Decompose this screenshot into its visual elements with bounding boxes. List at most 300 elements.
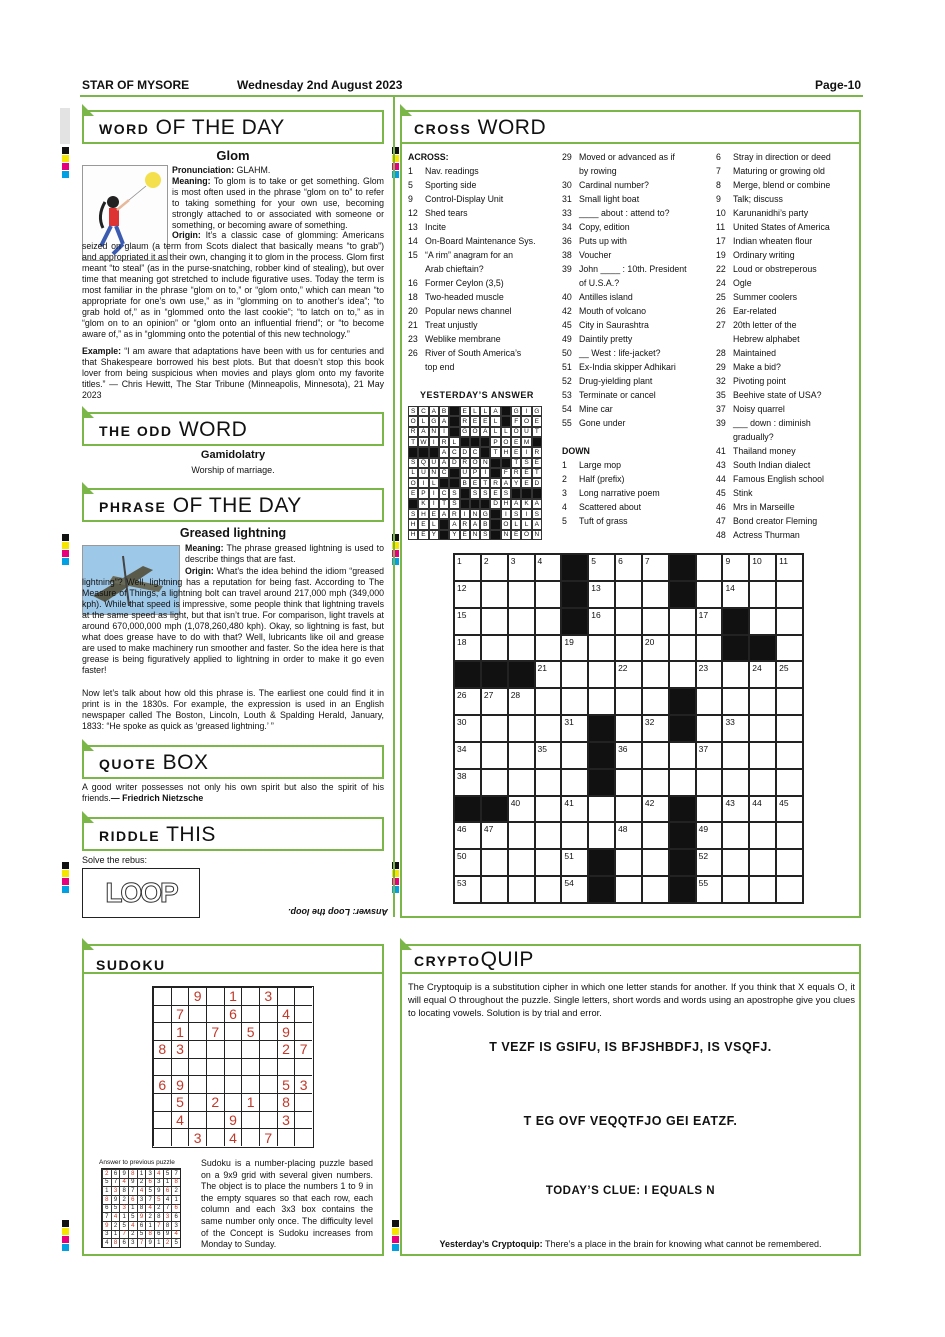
clue [408,164,558,178]
corner-flag [82,938,94,950]
sudoku-cell[interactable]: 3 [277,1111,295,1129]
crossword-cell[interactable]: 50 [454,849,481,876]
crossword-cell[interactable] [508,769,535,796]
clue [716,472,861,486]
crossword-cell[interactable]: 30 [454,715,481,742]
clue [716,318,861,332]
crossword-cell[interactable] [481,742,508,769]
sudoku-cell[interactable] [259,1058,277,1076]
crossword-cell[interactable]: 24 [749,661,776,688]
answer-cell: S [408,406,418,416]
crossword-cell[interactable]: 37 [696,742,723,769]
clue [562,458,712,472]
crossword-cell[interactable] [615,849,642,876]
crossword-cell[interactable] [615,608,642,635]
clue-text: Drug-yielding plant [579,376,653,386]
sudoku-cell[interactable] [259,1111,277,1129]
crossword-cell[interactable] [776,635,803,662]
crossword-cell[interactable] [535,822,562,849]
sudoku-cell[interactable] [259,1005,277,1023]
crossword-cell[interactable]: 7 [642,554,669,581]
sudoku-cell[interactable] [188,1058,206,1076]
crossword-cell[interactable]: 45 [776,796,803,823]
crossword-cell[interactable] [669,769,696,796]
crossword-cell[interactable]: 25 [776,661,803,688]
sudoku-cell[interactable]: 2 [277,1040,295,1058]
sudoku-cell[interactable] [153,1111,171,1129]
crossword-cell[interactable] [696,554,723,581]
sudoku-cell[interactable]: 3 [294,1075,312,1093]
crossword-cell[interactable]: 11 [776,554,803,581]
crossword-cell[interactable] [615,688,642,715]
crossword-cell[interactable] [535,769,562,796]
sudoku-cell[interactable]: 7 [171,1005,189,1023]
crossword-cell[interactable]: 49 [696,822,723,849]
sudoku-cell[interactable] [241,1058,259,1076]
crossword-cell[interactable] [749,608,776,635]
crossword-cell[interactable]: 14 [722,581,749,608]
crossword-cell[interactable]: 2 [481,554,508,581]
across-clues-2 [562,150,712,528]
clue [562,262,712,276]
crossword-cell[interactable] [481,715,508,742]
crossword-cell[interactable]: 16 [588,608,615,635]
sudoku-cell[interactable] [171,1128,189,1146]
crossword-cell[interactable] [776,715,803,742]
sudoku-cell[interactable] [294,1058,312,1076]
prev-sudoku-cell: 9 [137,1212,146,1221]
prev-sudoku-cell: 9 [145,1238,154,1247]
answer-cell: A [511,499,521,509]
black-square [490,458,500,468]
sudoku-cell[interactable] [224,1093,242,1111]
crossword-cell[interactable] [508,635,535,662]
clue-text: Ear-related [733,306,777,316]
registration-mark [62,558,69,565]
crossword-cell[interactable] [481,769,508,796]
crossword-cell[interactable] [615,876,642,903]
crossword-cell[interactable]: 19 [561,635,588,662]
sudoku-cell[interactable] [188,1022,206,1040]
answer-cell: S [470,488,480,498]
crossword-cell[interactable] [508,822,535,849]
sudoku-cell[interactable] [224,1058,242,1076]
crossword-cell[interactable] [561,661,588,688]
crossword-cell[interactable]: 41 [561,796,588,823]
crossword-cell[interactable]: 20 [642,635,669,662]
clue [562,388,712,402]
registration-mark [62,147,69,154]
crossword-cell[interactable] [615,715,642,742]
sudoku-cell[interactable]: 4 [277,1005,295,1023]
sudoku-cell[interactable] [224,1075,242,1093]
crossword-cell[interactable] [535,715,562,742]
crossword-cell[interactable] [749,822,776,849]
crossword-cell[interactable] [776,742,803,769]
crossword-cell[interactable] [669,742,696,769]
crossword-cell[interactable] [642,661,669,688]
corner-flag [400,104,412,116]
crossword-cell[interactable]: 13 [588,581,615,608]
crossword-cell[interactable] [749,769,776,796]
crossword-cell[interactable]: 33 [722,715,749,742]
crossword-cell[interactable] [776,849,803,876]
crossword-cell[interactable] [642,849,669,876]
crossword-cell[interactable] [508,715,535,742]
crossword-cell[interactable] [722,876,749,903]
crossword-cell[interactable]: 10 [749,554,776,581]
word-of-day-body-top: Pronunciation: GLAHM. Meaning: To glom is to take or get something. Glom is most often used in the phrase “glom on to” to refer to taking something for your own use, becoming strongly attached to or associated with someone or something, or becoming aware of something. [172,165,384,230]
crossword-cell[interactable] [776,688,803,715]
answer-cell: R [532,447,542,457]
registration-mark [392,1236,399,1243]
sudoku-cell[interactable] [277,1058,295,1076]
clue-number: 24 [716,278,726,288]
crossword-cell[interactable]: 40 [508,796,535,823]
crossword-cell[interactable] [642,742,669,769]
crossword-cell[interactable]: 27 [481,688,508,715]
crossword-cell[interactable] [508,742,535,769]
sudoku-cell[interactable] [171,987,189,1005]
crossword-cell[interactable]: 3 [508,554,535,581]
prev-sudoku-cell: 4 [145,1204,154,1213]
sudoku-cell[interactable] [153,1058,171,1076]
crossword-cell[interactable]: 54 [561,876,588,903]
crossword-cell[interactable] [642,608,669,635]
sudoku-cell[interactable] [153,1093,171,1111]
sudoku-cell[interactable] [259,1093,277,1111]
crossword-cell[interactable] [535,688,562,715]
crossword-cell[interactable]: 12 [454,581,481,608]
crossword-cell[interactable] [615,635,642,662]
crossword-cell[interactable] [535,635,562,662]
crossword-cell[interactable]: 34 [454,742,481,769]
crossword-cell[interactable] [535,796,562,823]
sudoku-cell[interactable]: 2 [206,1093,224,1111]
sudoku-cell[interactable] [188,1005,206,1023]
crossword-cell[interactable] [722,849,749,876]
crossword-cell[interactable] [722,688,749,715]
clue [408,290,558,304]
black-square [490,468,500,478]
clue-number: 15 [408,250,418,260]
crossword-cell[interactable] [561,822,588,849]
crossword-cell[interactable] [561,688,588,715]
crossword-cell[interactable] [722,661,749,688]
crossword-cell[interactable]: 43 [722,796,749,823]
crossword-cell[interactable] [481,635,508,662]
crossword-cell[interactable] [615,769,642,796]
crossword-cell[interactable] [696,581,723,608]
clue [562,472,712,486]
sudoku-cell[interactable] [259,1040,277,1058]
crossword-cell[interactable] [642,581,669,608]
crossword-cell[interactable] [535,581,562,608]
crossword-cell[interactable] [615,796,642,823]
black-square [669,796,696,823]
crossword-cell[interactable] [696,796,723,823]
crossword-cell[interactable] [669,661,696,688]
crossword-cell[interactable] [588,661,615,688]
crossword-cell[interactable]: 6 [615,554,642,581]
sudoku-cell[interactable] [277,987,295,1005]
sudoku-cell[interactable] [294,1093,312,1111]
crossword-cell[interactable] [642,769,669,796]
sudoku-cell[interactable] [153,1022,171,1040]
crossword-cell[interactable]: 5 [588,554,615,581]
sudoku-cell[interactable]: 9 [188,987,206,1005]
crossword-cell[interactable] [749,715,776,742]
crossword-cell[interactable]: 55 [696,876,723,903]
clue [716,374,861,388]
sudoku-cell[interactable] [259,1022,277,1040]
answer-cell: Q [418,458,428,468]
crossword-cell[interactable] [696,688,723,715]
clue-number: 5 [562,516,567,526]
answer-cell: Y [511,478,521,488]
clue-text: Hebrew alphabet [733,334,800,344]
clue-number: 42 [562,306,572,316]
sudoku-cell[interactable] [206,1111,224,1129]
crossword-cell[interactable]: 18 [454,635,481,662]
crossword-cell[interactable]: 22 [615,661,642,688]
sudoku-cell[interactable] [259,1075,277,1093]
sudoku-cell[interactable] [294,1005,312,1023]
crossword-cell[interactable]: 36 [615,742,642,769]
sudoku-cell[interactable]: 6 [224,1005,242,1023]
crossword-cell[interactable] [776,581,803,608]
crossword-cell[interactable] [696,769,723,796]
sudoku-cell[interactable] [188,1075,206,1093]
registration-mark [62,1220,69,1227]
clue-text: Mrs in Marseille [733,502,795,512]
clue-number: 51 [562,362,572,372]
sudoku-cell[interactable] [241,1075,259,1093]
sudoku-cell[interactable]: 8 [277,1093,295,1111]
crossword-cell[interactable] [588,822,615,849]
sudoku-cell[interactable] [294,987,312,1005]
sudoku-cell[interactable] [153,1128,171,1146]
sudoku-cell[interactable] [188,1040,206,1058]
sudoku-cell[interactable]: 6 [153,1075,171,1093]
answer-cell: E [532,458,542,468]
crossword-cell[interactable] [561,742,588,769]
crossword-cell[interactable]: 53 [454,876,481,903]
prev-sudoku-cell: 6 [137,1221,146,1230]
crossword-cell[interactable] [508,608,535,635]
sudoku-cell[interactable] [188,1093,206,1111]
crossword-cell[interactable]: 47 [481,822,508,849]
sudoku-cell[interactable] [206,987,224,1005]
crossword-cell[interactable] [696,715,723,742]
sudoku-cell[interactable]: 1 [224,987,242,1005]
sudoku-cell[interactable] [153,1005,171,1023]
clue-number: 52 [562,376,572,386]
clue-text: United States of America [733,222,830,232]
sudoku-cell[interactable]: 8 [153,1040,171,1058]
crossword-cell[interactable] [696,635,723,662]
sudoku-cell[interactable]: 1 [171,1022,189,1040]
crossword-cell[interactable]: 9 [722,554,749,581]
crossword-cell[interactable] [508,849,535,876]
sudoku-cell[interactable]: 9 [171,1075,189,1093]
sudoku-cell[interactable] [241,1128,259,1146]
sudoku-cell[interactable]: 5 [277,1075,295,1093]
crossword-cell[interactable] [481,849,508,876]
answer-cell: F [511,416,521,426]
clue-text: Merge, blend or combine [733,180,831,190]
clue-number: 25 [716,292,726,302]
crossword-cell[interactable] [535,608,562,635]
clue [408,332,558,346]
crossword-cell[interactable]: 31 [561,715,588,742]
crossword-cell[interactable] [535,876,562,903]
sudoku-cell[interactable] [206,1128,224,1146]
crossword-cell[interactable] [642,822,669,849]
crossword-cell[interactable]: 51 [561,849,588,876]
answer-cell: S [511,509,521,519]
crossword-cell[interactable] [749,581,776,608]
crossword-cell[interactable]: 4 [535,554,562,581]
sudoku-cell[interactable] [241,1005,259,1023]
sudoku-cell[interactable] [206,1058,224,1076]
clue-text: John ____ : 10th. President [579,264,687,274]
crossword-cell[interactable] [722,742,749,769]
black-square [429,447,439,457]
sudoku-cell[interactable]: 3 [259,987,277,1005]
sudoku-cell[interactable] [294,1128,312,1146]
crossword-cell[interactable] [642,876,669,903]
crossword-cell[interactable] [776,822,803,849]
registration-mark [62,163,69,170]
crossword-cell[interactable]: 28 [508,688,535,715]
crossword-cell[interactable]: 26 [454,688,481,715]
sudoku-cell[interactable]: 5 [171,1093,189,1111]
crossword-cell[interactable] [669,635,696,662]
crossword-cell[interactable] [722,769,749,796]
crossword-cell[interactable]: 44 [749,796,776,823]
sudoku-cell[interactable] [206,1005,224,1023]
answer-cell: L [501,427,511,437]
answer-cell: E [511,437,521,447]
crossword-cell[interactable] [669,608,696,635]
crossword-cell[interactable] [481,581,508,608]
black-square [532,488,542,498]
clue [716,164,861,178]
clue-text: Daintily pretty [579,334,633,344]
black-square [501,458,511,468]
crossword-cell[interactable] [535,849,562,876]
crossword-cell[interactable] [508,581,535,608]
crossword-cell[interactable] [588,796,615,823]
crossword-cell[interactable]: 48 [615,822,642,849]
sudoku-cell[interactable]: 9 [224,1111,242,1129]
crossword-cell[interactable] [749,849,776,876]
sudoku-cell[interactable] [206,1075,224,1093]
sudoku-cell[interactable]: 3 [188,1128,206,1146]
crossword-cell[interactable]: 38 [454,769,481,796]
odd-word-title: THE ODD WORD [99,418,248,441]
sudoku-cell[interactable] [294,1111,312,1129]
clue-number: 20 [408,306,418,316]
sudoku-cell[interactable]: 7 [294,1040,312,1058]
sudoku-cell[interactable]: 4 [171,1111,189,1129]
sudoku-cell[interactable] [171,1058,189,1076]
sudoku-cell[interactable] [241,1040,259,1058]
cryptoquip-line-2: T EG OVF VEQQTFJO GEI EATZF. [523,1114,738,1128]
clue-text: Stray in direction or deed [733,152,831,162]
crossword-cell[interactable]: 35 [535,742,562,769]
crossword-cell[interactable] [749,688,776,715]
crossword-cell[interactable]: 15 [454,608,481,635]
sudoku-cell[interactable] [153,987,171,1005]
clue-number: 18 [408,292,418,302]
sudoku-cell[interactable]: 3 [171,1040,189,1058]
crossword-cell[interactable] [561,769,588,796]
crossword-cell[interactable]: 46 [454,822,481,849]
clue-text: Pivoting point [733,376,786,386]
phrase-body-top: Meaning: The phrase greased lightning is used to describe things that are fast. [185,543,384,564]
prev-sudoku-cell: 3 [128,1238,137,1247]
crossword-cell[interactable] [749,742,776,769]
sudoku-cell[interactable] [224,1040,242,1058]
answer-cell: B [439,406,449,416]
clue [562,234,712,248]
sudoku-cell[interactable] [224,1022,242,1040]
crossword-cell[interactable]: 23 [696,661,723,688]
clue [562,290,712,304]
crossword-cell[interactable] [615,581,642,608]
clue-text: ___ down : diminish [733,418,811,428]
sudoku-cell[interactable]: 5 [241,1022,259,1040]
yesterday-cryptoquip: Yesterday’s Cryptoquip: There’s a place in the brain for knowing what cannot be remembered. [439,1239,822,1249]
sudoku-cell[interactable]: 7 [259,1128,277,1146]
sudoku-cell[interactable]: 9 [277,1022,295,1040]
sudoku-cell[interactable] [241,987,259,1005]
sudoku-cell[interactable] [294,1022,312,1040]
clue-number [716,430,733,444]
sudoku-cell[interactable]: 4 [224,1128,242,1146]
crossword-cell[interactable] [508,876,535,903]
crossword-cell[interactable] [776,608,803,635]
clue [408,318,558,332]
crossword-cell[interactable] [749,876,776,903]
sudoku-cell[interactable] [206,1040,224,1058]
sudoku-cell[interactable] [241,1111,259,1129]
crossword-cell[interactable] [642,688,669,715]
crossword-cell[interactable] [776,876,803,903]
crossword-cell[interactable] [588,688,615,715]
crossword-cell[interactable] [776,769,803,796]
crossword-cell[interactable] [481,608,508,635]
crossword-cell[interactable]: 21 [535,661,562,688]
crossword-cell[interactable]: 42 [642,796,669,823]
black-square [490,509,500,519]
crossword-cell[interactable]: 17 [696,608,723,635]
crossword-cell[interactable] [588,635,615,662]
crossword-cell[interactable]: 52 [696,849,723,876]
crossword-cell[interactable]: 32 [642,715,669,742]
sudoku-cell[interactable] [277,1128,295,1146]
sudoku-cell[interactable]: 7 [206,1022,224,1040]
sudoku-cell[interactable] [188,1111,206,1129]
corner-flag [82,811,94,823]
crossword-cell[interactable] [481,876,508,903]
crossword-cell[interactable] [722,822,749,849]
crossword-cell[interactable]: 1 [454,554,481,581]
clue [716,402,861,416]
sudoku-cell[interactable]: 1 [241,1093,259,1111]
